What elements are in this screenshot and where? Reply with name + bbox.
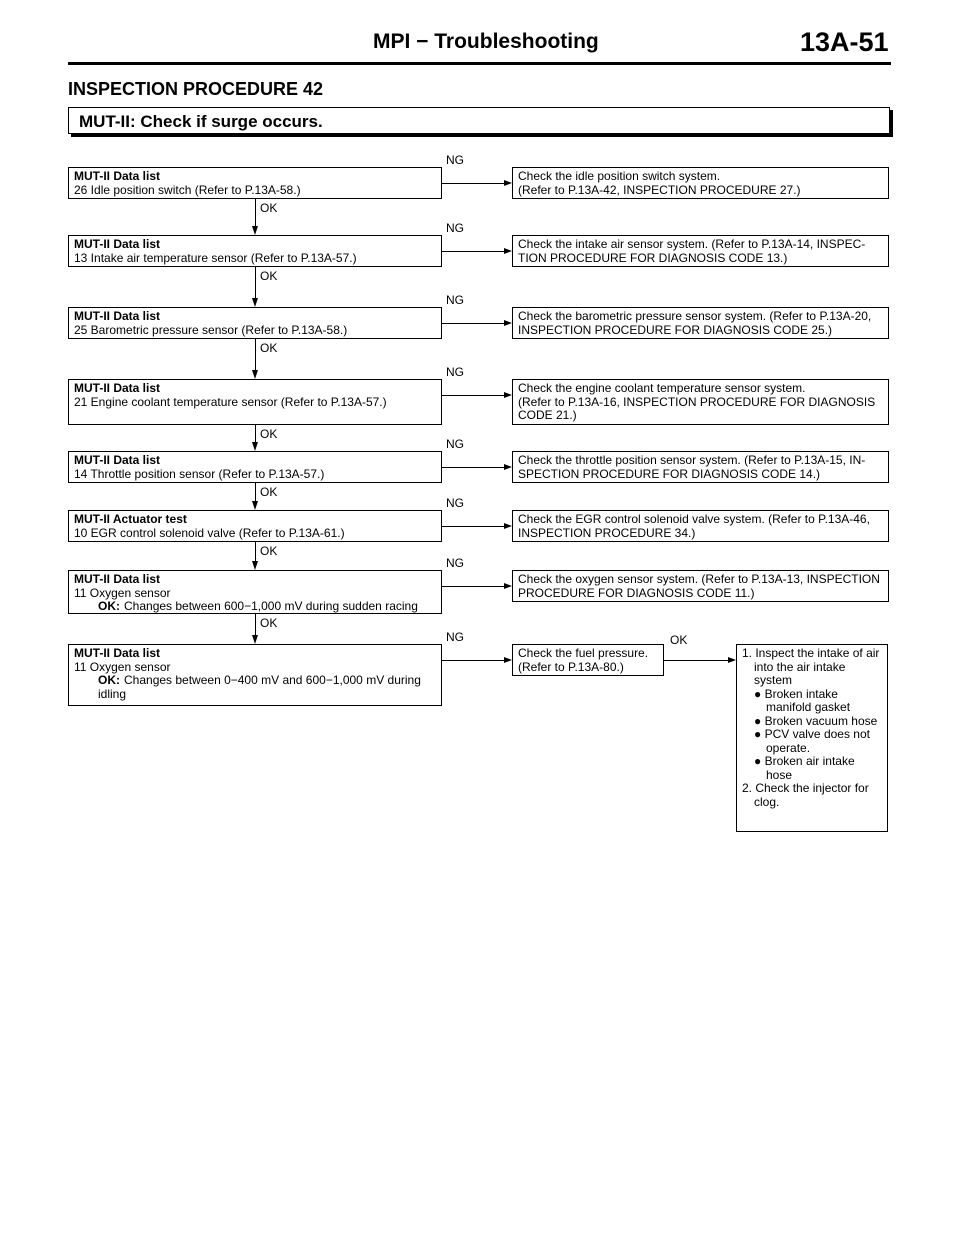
- ng-connector: [442, 467, 504, 468]
- ng-arrowhead: [504, 392, 512, 398]
- ng-connector: [442, 323, 504, 324]
- ng-action-box-1: [512, 167, 889, 199]
- ng-arrowhead: [504, 523, 512, 529]
- ok-criterion: [74, 674, 436, 701]
- check-box-5: [68, 451, 442, 483]
- ng-arrowhead: [504, 248, 512, 254]
- ok-label: OK: [260, 485, 278, 499]
- check-line: 21 Engine coolant temperature sensor (Refer to P.13A-57.): [74, 394, 387, 409]
- check-box-1: [68, 167, 442, 199]
- ng-action-line: Check the fuel pressure.: [518, 646, 649, 660]
- check-line: 11 Oxygen sensor: [74, 659, 171, 674]
- ok-criterion-label: OK:: [98, 599, 120, 613]
- ok-connector: [255, 614, 256, 635]
- ok-label: OK: [260, 269, 278, 283]
- ok-label: OK: [260, 616, 278, 630]
- ng-label: NG: [446, 630, 464, 644]
- ng-label: NG: [446, 496, 464, 510]
- ok-connector: [255, 339, 256, 370]
- ok-criterion: [74, 600, 436, 614]
- ng-action-line: Check the idle position switch system.: [518, 169, 721, 183]
- ng-connector: [442, 251, 504, 252]
- ng-label: NG: [446, 365, 464, 379]
- ng-action-line: CODE 21.): [518, 408, 577, 422]
- ng-arrowhead: [504, 320, 512, 326]
- final-bullet-1: ● Broken intake manifold gasket: [754, 686, 851, 714]
- ng-action-box-8: [512, 644, 664, 676]
- ok-label: OK: [260, 201, 278, 215]
- check-box-2: [68, 235, 442, 267]
- ok-arrowhead: [252, 561, 258, 570]
- ng-arrowhead: [504, 657, 512, 663]
- check-box-8: [68, 644, 442, 706]
- final-bullet-4: ● Broken air intake hose: [754, 754, 855, 782]
- ng-action-box-2: [512, 235, 889, 267]
- check-title: MUT-II Data list: [74, 453, 161, 467]
- ng-connector: [442, 183, 504, 184]
- check-title: MUT-II Data list: [74, 381, 161, 395]
- ng-action-box-3: [512, 307, 889, 339]
- page-number: 13A-51: [800, 27, 889, 57]
- ng-connector: [442, 526, 504, 527]
- ok-connector: [255, 267, 256, 298]
- check-title: MUT-II Actuator test: [74, 512, 187, 526]
- check-title: MUT-II Data list: [74, 169, 161, 183]
- check-title: MUT-II Data list: [74, 237, 161, 251]
- ng-action-line: (Refer to P.13A-80.): [518, 659, 624, 674]
- ng-connector: [442, 586, 504, 587]
- ok-arrowhead: [252, 298, 258, 307]
- ok-label: OK: [260, 341, 278, 355]
- ng-action-box-6: [512, 510, 889, 542]
- ng-action-line: (Refer to P.13A-42, INSPECTION PROCEDURE 27.): [518, 182, 801, 197]
- ng-label: NG: [446, 556, 464, 570]
- check-box-7: [68, 570, 442, 614]
- ng-label: NG: [446, 293, 464, 307]
- check-box-6: [68, 510, 442, 542]
- ok-final-label: OK: [670, 633, 688, 647]
- check-box-3: [68, 307, 442, 339]
- ng-label: NG: [446, 437, 464, 451]
- ng-connector: [442, 660, 504, 661]
- ok-arrowhead: [252, 501, 258, 510]
- ng-action-line: TION PROCEDURE FOR DIAGNOSIS CODE 13.): [518, 250, 788, 265]
- check-box-4: [68, 379, 442, 425]
- ok-connector: [255, 542, 256, 561]
- check-title: MUT-II Data list: [74, 646, 161, 660]
- ng-label: NG: [446, 153, 464, 167]
- ng-action-line: INSPECTION PROCEDURE 34.): [518, 525, 696, 540]
- ok-final-arrowhead: [728, 657, 736, 663]
- ok-arrowhead: [252, 442, 258, 451]
- ok-arrowhead: [252, 635, 258, 644]
- ng-action-line: SPECTION PROCEDURE FOR DIAGNOSIS CODE 14.): [518, 466, 821, 481]
- ng-connector: [442, 395, 504, 396]
- ng-arrowhead: [504, 583, 512, 589]
- ng-action-line: INSPECTION PROCEDURE FOR DIAGNOSIS CODE 25.): [518, 322, 833, 337]
- ok-label: OK: [260, 427, 278, 441]
- final-bullet-3: ● PCV valve does not operate.: [754, 727, 870, 755]
- ng-arrowhead: [504, 464, 512, 470]
- ng-action-line: Check the throttle position sensor system. (Refer to P.13A-15, IN-: [518, 453, 866, 467]
- check-line: 11 Oxygen sensor: [74, 585, 171, 600]
- final-action-box: [736, 644, 888, 832]
- ok-connector: [255, 425, 256, 442]
- check-line: 26 Idle position switch (Refer to P.13A-58.): [74, 182, 301, 197]
- ok-arrowhead: [252, 370, 258, 379]
- check-line: 10 EGR control solenoid valve (Refer to P.13A-61.): [74, 525, 345, 540]
- ng-action-line: Check the engine coolant temperature sensor system.: [518, 381, 806, 395]
- header-rule: [68, 62, 891, 65]
- procedure-title: INSPECTION PROCEDURE 42: [68, 79, 324, 99]
- final-item-1: 1. Inspect the intake of air into the air intake system: [742, 646, 880, 687]
- ng-action-line: PROCEDURE FOR DIAGNOSIS CODE 11.): [518, 585, 755, 600]
- ng-arrowhead: [504, 180, 512, 186]
- ok-criterion-text: Changes between 0−400 mV and 600−1,000 mV during idling: [98, 673, 421, 701]
- ng-action-line: Check the intake air sensor system. (Refer to P.13A-14, INSPEC-: [518, 237, 866, 251]
- ng-label: NG: [446, 221, 464, 235]
- symptom-banner: MUT-II: Check if surge occurs.: [68, 107, 890, 134]
- ng-action-box-4: [512, 379, 889, 425]
- ok-connector: [255, 199, 256, 226]
- ng-action-line: (Refer to P.13A-16, INSPECTION PROCEDURE FOR DIAGNOSIS: [518, 394, 876, 409]
- ok-final-connector: [664, 660, 728, 661]
- check-line: 25 Barometric pressure sensor (Refer to P.13A-58.): [74, 322, 348, 337]
- ng-action-line: Check the oxygen sensor system. (Refer to P.13A-13, INSPECTION: [518, 572, 880, 586]
- final-item-2: 2. Check the injector for clog.: [742, 781, 869, 809]
- final-bullet-2: ● Broken vacuum hose: [754, 713, 878, 728]
- ok-label: OK: [260, 544, 278, 558]
- ng-action-line: Check the barometric pressure sensor system. (Refer to P.13A-20,: [518, 309, 872, 323]
- ng-action-line: Check the EGR control solenoid valve system. (Refer to P.13A-46,: [518, 512, 870, 526]
- page-header-title: MPI − Troubleshooting: [373, 30, 599, 53]
- check-line: 14 Throttle position sensor (Refer to P.13A-57.): [74, 466, 325, 481]
- ok-arrowhead: [252, 226, 258, 235]
- check-title: MUT-II Data list: [74, 572, 161, 586]
- check-line: 13 Intake air temperature sensor (Refer to P.13A-57.): [74, 250, 357, 265]
- ng-action-box-7: [512, 570, 889, 602]
- check-title: MUT-II Data list: [74, 309, 161, 323]
- ng-action-box-5: [512, 451, 889, 483]
- ok-connector: [255, 483, 256, 501]
- ok-criterion-text: Changes between 600−1,000 mV during sudden racing: [124, 599, 418, 613]
- ok-criterion-label: OK:: [98, 673, 120, 687]
